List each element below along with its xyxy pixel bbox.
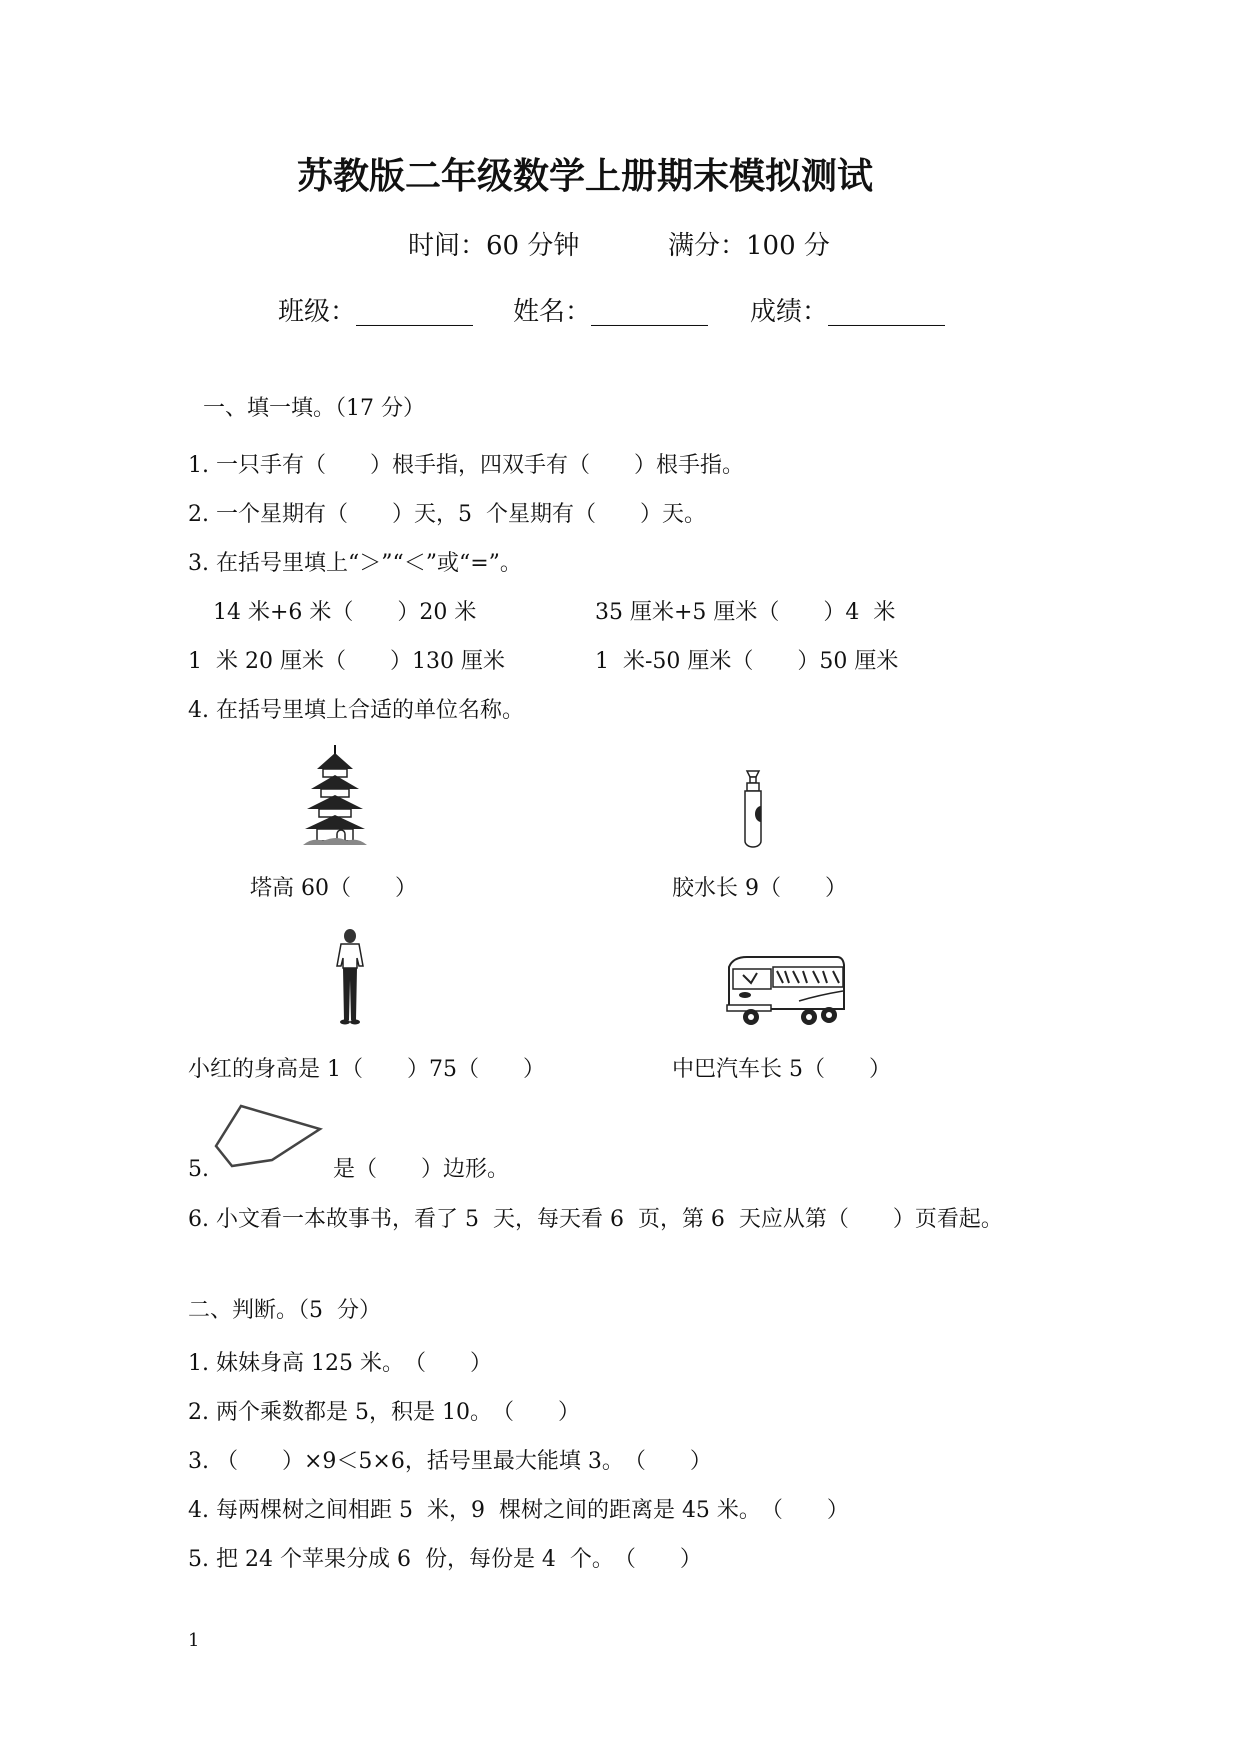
- unit-question-pagoda: 塔高 60（ ）: [250, 876, 417, 901]
- name-field[interactable]: 姓名：_________: [513, 297, 709, 327]
- compare-item: 35 厘米+5 厘米（ ）4 米: [595, 600, 896, 625]
- person-icon: [333, 928, 367, 1026]
- compare-item: 1 米 20 厘米（ ）130 厘米: [188, 649, 505, 674]
- question-3: 3. 在括号里填上“＞”“＜”或“=”。: [188, 551, 522, 576]
- compare-item: 1 米-50 厘米（ ）50 厘米: [595, 649, 899, 674]
- pentagon-shape: [210, 1100, 330, 1174]
- question-5-text: 是（ ）边形。: [333, 1157, 510, 1182]
- compare-item: 14 米+6 米（ ）20 米: [213, 600, 477, 625]
- question-6: 6. 小文看一本故事书，看了 5 天，每天看 6 页，第 6 天应从第（ ）页看起。: [188, 1207, 1003, 1232]
- question-4: 4. 在括号里填上合适的单位名称。: [188, 698, 524, 723]
- unit-question-bus: 中巴汽车长 5（ ）: [672, 1057, 891, 1082]
- section2-heading: 二、判断。（5 分）: [188, 1298, 381, 1323]
- question-1: 1. 一只手有（ ）根手指，四双手有（ ）根手指。: [188, 453, 744, 478]
- class-field[interactable]: 班级：_________: [278, 297, 474, 327]
- page-title: 苏教版二年级数学上册期末模拟测试: [296, 156, 873, 197]
- question-5-number: 5.: [188, 1157, 209, 1182]
- section1-heading: 一、填一填。（17 分）: [203, 396, 425, 421]
- exam-time: 时间：60 分钟: [408, 231, 580, 261]
- page-number: 1: [188, 1630, 200, 1651]
- bus-icon: [723, 953, 847, 1033]
- unit-question-glue: 胶水长 9（ ）: [672, 876, 847, 901]
- judge-item: 2. 两个乘数都是 5，积是 10。 （ ）: [188, 1400, 580, 1425]
- judge-item: 1. 妹妹身高 125 米。 （ ）: [188, 1351, 492, 1376]
- grade-field[interactable]: 成绩：_________: [750, 297, 946, 327]
- judge-item: 4. 每两棵树之间相距 5 米，9 棵树之间的距离是 45 米。 （ ）: [188, 1498, 849, 1523]
- pagoda-icon: [303, 745, 367, 847]
- question-2: 2. 一个星期有（ ）天，5 个星期有（ ）天。: [188, 502, 706, 527]
- full-score: 满分：100 分: [668, 231, 830, 261]
- judge-item: 5. 把 24 个苹果分成 6 份，每份是 4 个。 （ ）: [188, 1547, 702, 1572]
- judge-item: 3. （ ）×9＜5×6，括号里最大能填 3。 （ ）: [188, 1449, 712, 1474]
- glue-bottle-icon: [741, 770, 765, 848]
- unit-question-person: 小红的身高是 1（ ）75（ ）: [188, 1057, 545, 1082]
